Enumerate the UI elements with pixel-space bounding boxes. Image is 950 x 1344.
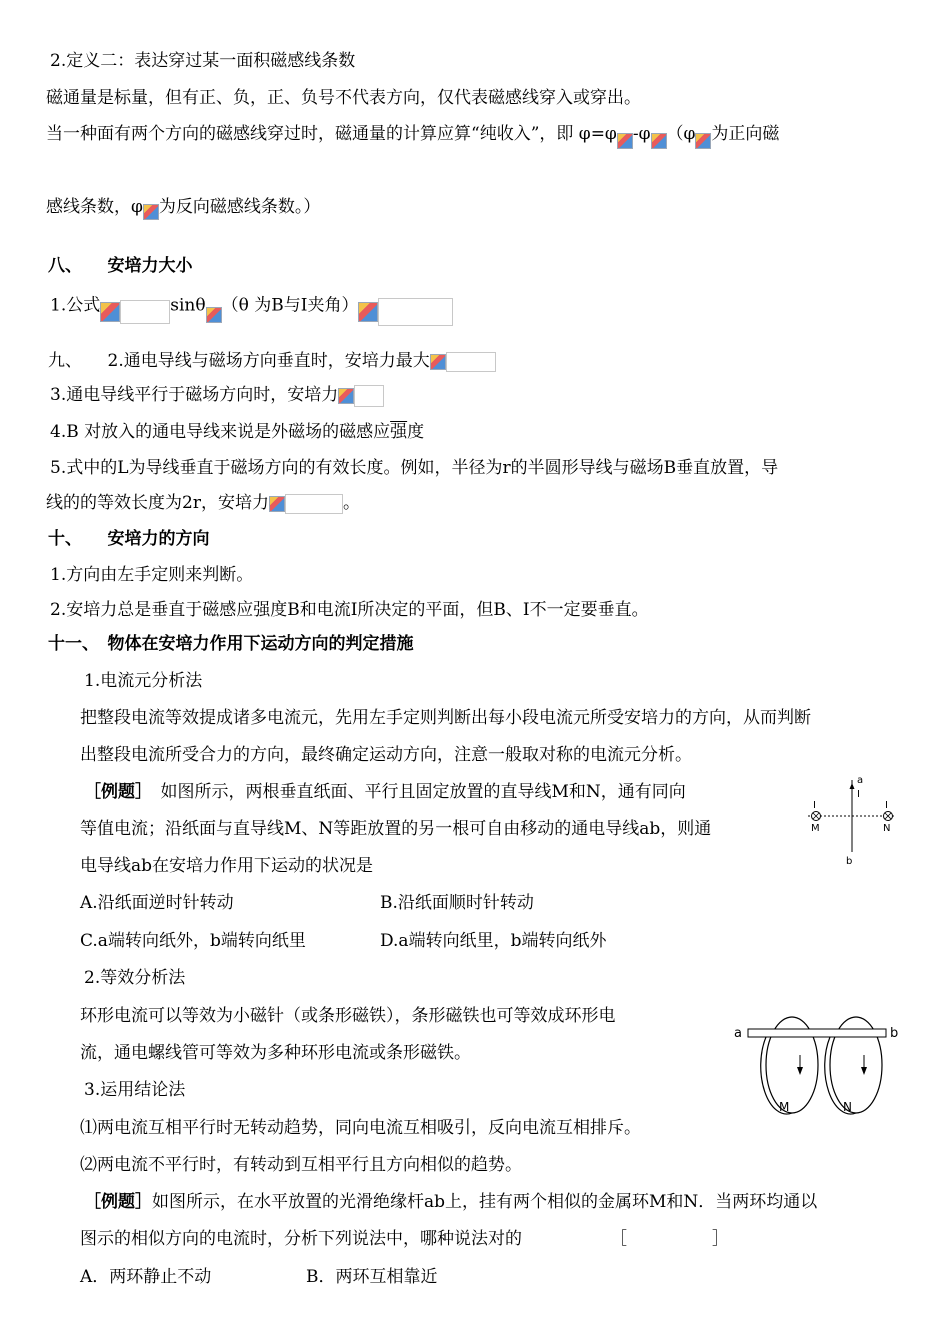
flux-negative-text: 为反向磁感线条数。）: [158, 197, 321, 217]
label-i-top: I: [857, 789, 860, 800]
method-one-title: 1.电流元分析法: [84, 671, 203, 691]
effective-length-line: [46, 492, 360, 515]
period: 。: [342, 493, 360, 513]
flux-positive-text: 为正向磁: [711, 124, 780, 144]
flux-line-2: [46, 196, 320, 219]
option-d: D.a端转向纸里，b端转向纸外: [380, 931, 607, 951]
parallel-text: 3.通电导线平行于磁场方向时，安培力: [50, 385, 339, 405]
heading-nine-line: [48, 350, 496, 373]
flux-net-text: 当一种面有两个方向的磁感线穿过时，磁通量的计算应算“纯收入”，即 φ=φ: [46, 124, 617, 144]
option-b: B.沿纸面顺时针转动: [380, 893, 534, 913]
label-i-right: I: [885, 800, 888, 811]
broken-image-icon: [430, 351, 496, 373]
broken-image-icon: [695, 130, 711, 152]
label-n: N: [843, 1100, 852, 1114]
broken-image-icon: [358, 298, 453, 326]
method-two-title: 2.等效分析法: [84, 968, 186, 988]
perpendicular-text: 2.安培力总是垂直于磁感应强度B和电流I所决定的平面，但B、I不一定要垂直。: [50, 600, 649, 620]
method-one-text-1: 把整段电流等效提成诸多电流元，先用左手定则判断出每小段电流元所受安培力的方向，从而判断: [80, 708, 811, 728]
flux-minus: -φ: [632, 124, 651, 144]
label-b: b: [890, 1026, 899, 1041]
method-two-text-1: 环形电流可以等效为小磁针（或条形磁铁），条形磁铁也可等效成环形电: [80, 1006, 616, 1026]
effective-length-text: 5.式中的L为导线垂直于磁场方向的有效长度。例如，半径为r的半圆形导线与磁场B垂直放置，导: [50, 458, 779, 478]
option-c: C.a端转向纸外，b端转向纸里: [80, 931, 306, 951]
label-n: N: [883, 823, 891, 834]
example-tag: ［例题］: [84, 782, 144, 802]
method-one-text-2: 出整段电流所受合力的方向，最终确定运动方向，注意一般取对称的电流元分析。: [80, 745, 692, 765]
heading-ten: 十、 安培力的方向: [48, 529, 210, 549]
conclusion-one: ⑴两电流互相平行时无转动趋势，同向电流互相吸引，反向电流互相排斥。: [80, 1118, 641, 1138]
formula-line: [50, 292, 453, 320]
external-field-text: 4.B 对放入的通电导线来说是外磁场的磁感应: [50, 422, 391, 442]
external-field-end: 度: [407, 422, 425, 442]
label-i-left: I: [813, 800, 816, 811]
formula-note: （θ 为B与I夹角）: [221, 295, 359, 316]
external-field-char: 强: [390, 422, 408, 442]
external-field-line: [50, 421, 424, 443]
conclusion-two: ⑵两电流不平行时，有转动到互相平行且方向相似的趋势。: [80, 1155, 522, 1175]
figure-rings-mn: [730, 1005, 905, 1115]
direction-rule-text: 1.方向由左手定则来判断。: [50, 565, 254, 585]
flux-count-text: 感线条数，φ: [46, 197, 143, 217]
option-a-2: A．两环静止不动: [80, 1267, 212, 1287]
broken-image-icon: [651, 130, 667, 152]
parallel-line: [50, 384, 384, 407]
figure-wires-mn: [800, 772, 900, 867]
label-a: a: [857, 775, 864, 786]
flux-net-line: [46, 123, 779, 146]
method-three-title: 3.运用结论法: [84, 1080, 186, 1100]
broken-image-icon: [338, 384, 384, 407]
option-b-2: B．两环互相靠近: [306, 1267, 438, 1287]
formula-label: 1.公式: [50, 295, 101, 316]
example-one-text-3: 电导线ab在安培力作用下运动的状况是: [80, 856, 374, 876]
broken-image-icon: [100, 300, 170, 324]
example-tag: ［例题］: [84, 1192, 152, 1212]
example-two-text-2: 图示的相似方向的电流时，分析下列说法中，哪种说法对的: [80, 1229, 522, 1249]
label-m: M: [811, 823, 820, 834]
heading-eight: 八、 安培力大小: [48, 256, 193, 276]
example-one-text-2: 等值电流；沿纸面与直导线M、N等距放置的另一根可自由移动的通电导线ab，则通: [80, 819, 712, 839]
heading-nine: 九、: [48, 351, 108, 371]
formula-sin: sinθ: [170, 295, 206, 316]
example-two-text-1: 如图所示，在水平放置的光滑绝缘杆ab上，挂有两个相似的金属环M和N．当两环均通以: [152, 1192, 818, 1212]
example-one-line: [84, 781, 686, 803]
example-two-line: [84, 1191, 817, 1213]
effective-length-text-2: 线的的等效长度为2r，安培力: [46, 493, 269, 513]
broken-image-icon: [206, 303, 222, 325]
heading-eleven: 十一、 物体在安培力作用下运动方向的判定措施: [48, 634, 414, 654]
max-force-text: 2.通电导线与磁场方向垂直时，安培力最大: [107, 351, 430, 371]
definition-two: 2.定义二：表达穿过某一面积磁感线条数: [50, 51, 356, 71]
flux-paren: （φ: [666, 124, 696, 144]
label-m: M: [779, 1100, 790, 1114]
broken-image-icon: [269, 493, 343, 515]
label-b: b: [846, 856, 853, 867]
label-a: a: [734, 1026, 742, 1041]
broken-image-icon: [143, 201, 159, 223]
method-two-text-2: 流，通电螺线管可等效为多种环形电流或条形磁铁。: [80, 1043, 471, 1063]
example-one-text-1: 如图所示，两根垂直纸面、平行且固定放置的直导线M和N，通有同向: [143, 782, 686, 802]
answer-bracket: ［ ］: [610, 1229, 729, 1249]
flux-scalar-text: 磁通量是标量，但有正、负，正、负号不代表方向，仅代表磁感线穿入或穿出。: [46, 88, 641, 108]
option-a: A.沿纸面逆时针转动: [80, 893, 234, 913]
broken-image-icon: [617, 130, 633, 152]
